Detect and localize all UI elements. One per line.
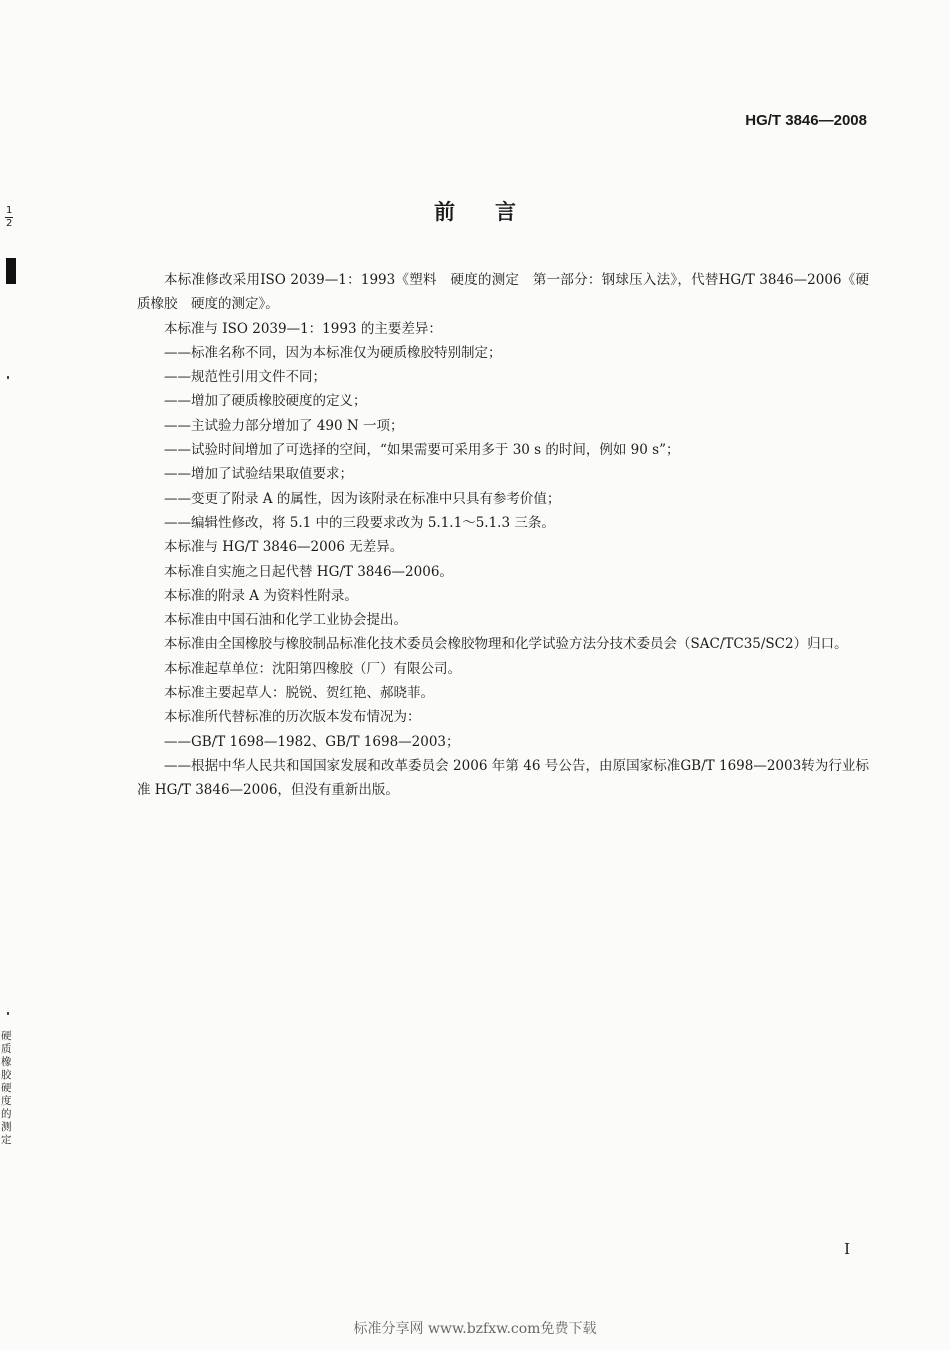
paragraph: 本标准起草单位：沈阳第四橡胶（厂）有限公司。 xyxy=(164,660,461,677)
binding-mark xyxy=(6,258,16,284)
list-item: ——变更了附录 A 的属性，因为该附录在标准中只具有参考价值； xyxy=(164,490,561,507)
paragraph: 本标准主要起草人：脱锐、贺红艳、郝晓菲。 xyxy=(164,685,434,702)
fraction-denominator: 2 xyxy=(6,218,13,229)
footer-watermark: 标准分享网 www.bzfxw.com免费下载 xyxy=(353,1321,597,1337)
standard-code: HG/T 3846—2008 xyxy=(745,112,867,129)
list-item: ——标准名称不同，因为本标准仅为硬质橡胶特别制定； xyxy=(164,344,502,361)
paragraph: 本标准所代替标准的历次版本发布情况为： xyxy=(164,709,421,726)
paragraph: 本标准由中国石油和化学工业协会提出。 xyxy=(164,612,407,629)
list-item: ——增加了硬质橡胶硬度的定义； xyxy=(164,393,367,410)
paragraph: 本标准的附录 A 为资料性附录。 xyxy=(164,587,358,604)
paragraph: 本标准由全国橡胶与橡胶制品标准化技术委员会橡胶物理和化学试验方法分技术委员会（SAC/TC35/SC2）归口。 xyxy=(164,636,848,653)
paragraph: 本标准与 HG/T 3846—2006 无差异。 xyxy=(164,539,404,556)
binding-dot xyxy=(7,376,9,379)
list-item: ——GB/T 1698—1982、GB/T 1698—2003； xyxy=(164,733,460,750)
paragraph: 本标准修改采用ISO 2039—1：1993《塑料 硬度的测定 第一部分：钢球压入法》，代替HG/T 3846—2006《硬质橡胶 硬度的测定》。 xyxy=(137,272,869,313)
list-item: ——规范性引用文件不同； xyxy=(164,369,326,386)
fraction-numerator: 1 xyxy=(6,205,13,216)
paragraph: 本标准自实施之日起代替 HG/T 3846—2006。 xyxy=(164,563,453,580)
binding-dot xyxy=(7,1012,9,1015)
foreword-body xyxy=(137,268,869,803)
paragraph: 本标准与 ISO 2039—1：1993 的主要差异： xyxy=(164,320,442,337)
list-item: ——试验时间增加了可选择的空间，“如果需要可采用多于 30 s 的时间，例如 90 s”； xyxy=(164,442,680,459)
list-item: ——增加了试验结果取值要求； xyxy=(164,466,353,483)
side-document-title: 硬质橡胶硬度的测定 xyxy=(1,1030,12,1146)
list-item: ——主试验力部分增加了 490 N 一项； xyxy=(164,417,404,434)
list-item: ——根据中华人民共和国国家发展和改革委员会 2006 年第 46 号公告，由原国家标准GB/T 1698—2003转为行业标准 HG/T 3846—2006，但没有重新出版。 xyxy=(137,757,869,799)
page-title: 前言 xyxy=(434,199,556,224)
list-item: ——编辑性修改，将 5.1 中的三段要求改为 5.1.1～5.1.3 三条。 xyxy=(164,514,555,531)
page-number: I xyxy=(844,1240,850,1258)
